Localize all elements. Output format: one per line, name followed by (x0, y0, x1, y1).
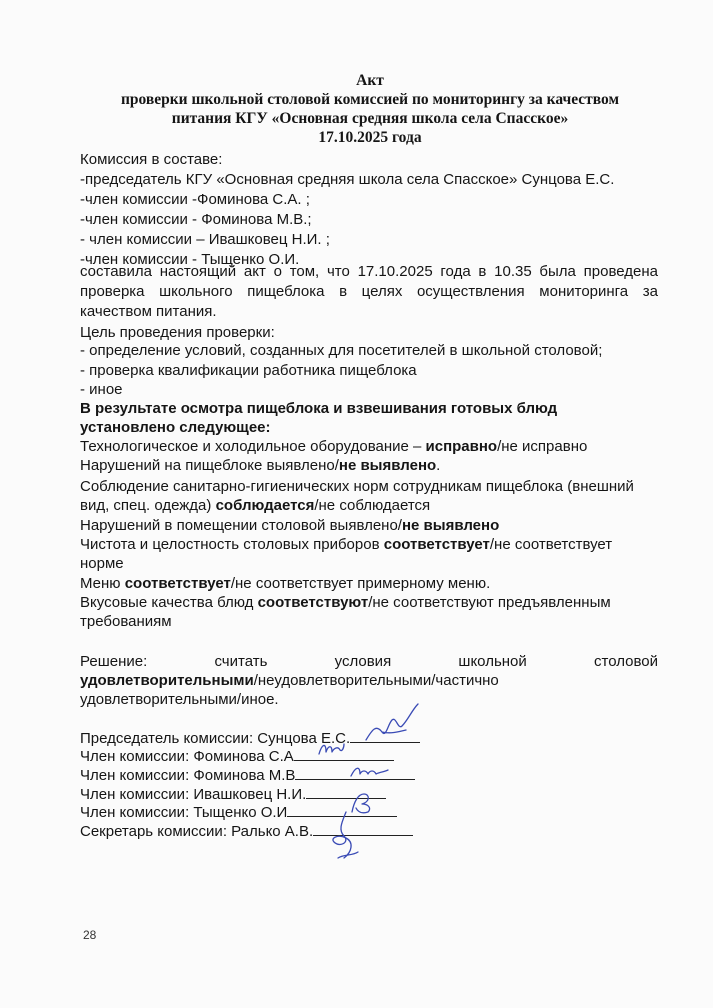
doc-date: 17.10.2025 года (318, 129, 422, 146)
doc-subtitle-line-2: питания КГУ «Основная средняя школа села Спасское» (171, 110, 569, 127)
doc-title: Акт (356, 72, 384, 89)
result-sanitary-line-2: вид, спец. одежда) соблюдается/не соблюдается (80, 497, 431, 514)
purpose-item: - иное (80, 381, 123, 398)
result-cutlery-line-2: норме (80, 555, 124, 572)
decision-line-1: Решение: считать условия школьной столовой (80, 653, 658, 670)
result-kitchen-violations: Нарушений на пищеблоке выявлено/не выявлено. (80, 457, 441, 474)
results-title-line-1: В результате осмотра пищеблока и взвешивания готовых блюд (80, 400, 558, 417)
act-text-line-1: составила настоящий акт о том, что 17.10.2025 года в 10.35 была проведена (80, 263, 658, 280)
result-taste-line-1: Вкусовые качества блюд соответствуют/не соответствуют предъявленным (80, 594, 611, 611)
result-cutlery-line-1: Чистота и целостность столовых приборов соответствует/не соответствует (80, 536, 613, 553)
purpose-title: Цель проведения проверки: (80, 324, 275, 341)
signature-line-member: Член комиссии: Тыщенко О.И (80, 802, 397, 823)
signature-scribble-chair (362, 702, 422, 746)
signature-line-member: Член комиссии: Ивашковец Н.И. (80, 784, 386, 805)
purpose-item: - определение условий, созданных для посетителей в школьной столовой; (80, 342, 603, 359)
signature-scribble-member (348, 762, 390, 780)
doc-subtitle-line-1: проверки школьной столовой комиссией по мониторингу за качеством (120, 91, 620, 108)
commission-member: - член комиссии – Ивашковец Н.И. ; (80, 231, 330, 248)
signature-scribble-secretary (324, 808, 364, 864)
commission-chair: -председатель КГУ «Основная средняя школа села Спасское» Сунцова Е.С. (80, 171, 615, 188)
signature-line-member: Член комиссии: Фоминова М.В (80, 765, 415, 786)
result-dining-violations: Нарушений в помещении столовой выявлено/не выявлено (80, 517, 500, 534)
act-text-line-3: качеством питания. (80, 303, 217, 320)
results-title-line-2: установлено следующее: (80, 419, 271, 436)
commission-member: -член комиссии - Фоминова М.В.; (80, 211, 312, 228)
act-text-line-2: проверка школьного пищеблока в целях осуществления мониторинга за (80, 283, 658, 300)
signature-line-chair: Председатель комиссии: Сунцова Е.С. (80, 728, 420, 749)
result-taste-line-2: требованиям (80, 613, 172, 630)
purpose-item: - проверка квалификации работника пищеблока (80, 362, 417, 379)
decision-line-2: удовлетворительными/неудовлетворительными/частично (80, 672, 499, 689)
page-number: 28 (83, 928, 97, 942)
commission-intro: Комиссия в составе: (80, 151, 223, 168)
commission-member: -член комиссии - Тыщенко О.И. (80, 251, 300, 268)
signature-line-secretary: Секретарь комиссии: Ралько А.В. (80, 821, 413, 842)
signature-line-member: Член комиссии: Фоминова С.А (80, 746, 394, 767)
signature-scribble-member (316, 738, 346, 760)
decision-line-3: удовлетворительными/иное. (80, 691, 279, 708)
result-equipment: Технологическое и холодильное оборудование – исправно/не исправно (80, 438, 588, 455)
commission-member: -член комиссии -Фоминова С.А. ; (80, 191, 310, 208)
result-menu: Меню соответствует/не соответствует примерному меню. (80, 575, 491, 592)
result-sanitary-line-1: Соблюдение санитарно-гигиенических норм сотрудникам пищеблока (внешний (80, 478, 634, 495)
